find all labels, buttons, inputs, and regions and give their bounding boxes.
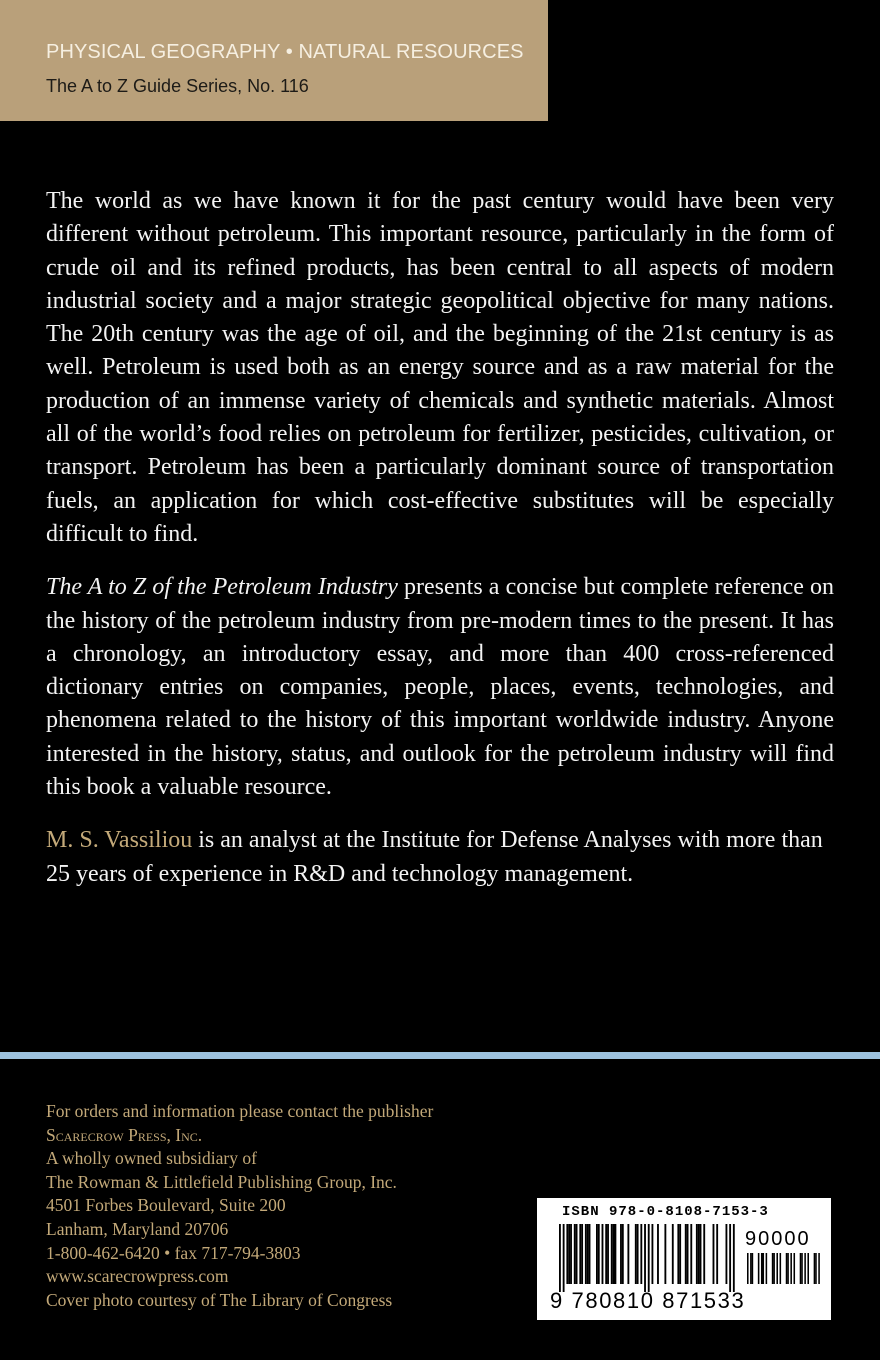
barcode-bar [640, 1224, 642, 1284]
barcode-supplement-bar [773, 1253, 775, 1284]
barcode-supplement-bar [815, 1253, 817, 1284]
barcode-bar [635, 1224, 637, 1284]
description-paragraph-1: The world as we have known it for the past century would have been very different without petroleum. This important resource, particularly in the form of crude oil and its refined products, has been central to all aspects of modern industrial society and a major strategic geopolitical objective for many nations. The 20th century was the age of oil, and the beginning of the 21st century is as well. Petroleum is used both as an energy source and as a raw material for the production of an immense variety of chemicals and synthetic materials. Almost all of the world’s food relies on petroleum for fertilizer, pesticides, cultivation, or transport. Petroleum has been a particularly dominant source of transportation fuels, an application for which cost-effective substitutes will be especially difficult to find. [46, 188, 834, 547]
barcode-bar [587, 1224, 589, 1284]
barcode-bar [713, 1224, 715, 1284]
barcode-supplement-bar [814, 1253, 816, 1284]
barcode-bar [690, 1224, 692, 1284]
barcode-bar [672, 1224, 674, 1284]
barcode-supplement-bar [790, 1253, 792, 1284]
barcode-bar [677, 1224, 679, 1284]
author-bio-text: is an analyst at the Institute for Defense Analyses with more than 25 years of experience in R&D and technology management. [46, 827, 823, 887]
author-bio [46, 824, 834, 891]
barcode-bar [596, 1224, 598, 1284]
divider-line [0, 1052, 880, 1059]
barcode-bar [585, 1224, 587, 1284]
barcode-bar [703, 1224, 705, 1284]
series-subjects: PHYSICAL GEOGRAPHY • NATURAL RESOURCES [46, 41, 524, 63]
barcode-bar [620, 1224, 622, 1284]
publisher-phone: 1-800-462-6420 • fax 717-794-3803 [46, 1242, 301, 1263]
barcode-supplement-bar [794, 1253, 796, 1284]
barcode-bar [700, 1224, 702, 1284]
barcode-bar [559, 1224, 561, 1292]
book-title: The A to Z of the Petroleum Industry [46, 574, 398, 601]
description-paragraph-2 [46, 571, 834, 804]
barcode-bar [566, 1224, 568, 1284]
barcode-bar [622, 1224, 624, 1284]
barcode-bar [576, 1224, 578, 1284]
cover-photo-credit: Cover photo courtesy of The Library of Congress [46, 1289, 393, 1310]
series-name: The A to Z Guide Series, No. 116 [46, 76, 309, 96]
barcode-bar [679, 1224, 681, 1284]
barcode-supplement-bar [758, 1253, 760, 1284]
barcode-supplement-bar [780, 1253, 782, 1284]
barcode-bar [574, 1224, 576, 1284]
publisher-info [46, 1100, 516, 1312]
barcode-bar [605, 1224, 607, 1284]
barcode-supplement-digits: 90000 [745, 1228, 811, 1250]
barcode-bar [589, 1224, 591, 1284]
barcode-bar [615, 1224, 617, 1284]
description-blurb [46, 185, 834, 911]
barcode-bar [598, 1224, 600, 1284]
barcode-supplement-bar [818, 1253, 820, 1284]
barcode-bar [698, 1224, 700, 1284]
barcode-bar [644, 1224, 646, 1292]
barcode-bar [664, 1224, 666, 1284]
barcode-supplement-bar [804, 1253, 806, 1284]
barcode [537, 1198, 831, 1320]
barcode-supplement-bar [763, 1253, 765, 1284]
barcode-supplement-bar [766, 1253, 768, 1284]
barcode-supplement-bar [787, 1253, 789, 1284]
barcode-bar [581, 1224, 583, 1284]
publisher-subsidiary-line: A wholly owned subsidiary of [46, 1148, 257, 1169]
barcode-bar [579, 1224, 581, 1284]
barcode-bar [637, 1224, 639, 1284]
publisher-parent: The Rowman & Littlefield Publishing Group, Inc. [46, 1171, 397, 1192]
barcode-supplement-bar [750, 1253, 752, 1284]
barcode-supplement-bar [807, 1253, 809, 1284]
description-paragraph-2-text: presents a concise but complete reference on the history of the petroleum industry from pre-modern times to the present. It has a chronology, an introductory essay, and more than 400 cross-referenced dictionary entries on companies, people, places, events, technologies, and phenomena related to the history of this important worldwide industry. Anyone interested in the history, status, and outlook for the petroleum industry will find this book a valuable resource. [46, 574, 834, 801]
barcode-bar [657, 1224, 659, 1284]
barcode-digits: 9 780810 871533 [550, 1288, 746, 1313]
publisher-address: 4501 Forbes Boulevard, Suite 200 [46, 1195, 286, 1216]
isbn-text: ISBN 978-0-8108-7153-3 [562, 1204, 769, 1220]
series-band [0, 0, 548, 121]
barcode-bar [570, 1224, 572, 1284]
barcode-bar [652, 1224, 654, 1284]
barcode-bar [696, 1224, 698, 1284]
barcode-supplement-bar [761, 1253, 763, 1284]
barcode-supplement-bar [752, 1253, 754, 1284]
barcode-bar [602, 1224, 604, 1284]
barcode-bar [568, 1224, 570, 1284]
barcode-bar [685, 1224, 687, 1284]
barcode-bar [687, 1224, 689, 1284]
barcode-bar [563, 1224, 565, 1292]
publisher-contact-line: For orders and information please contact the publisher [46, 1101, 434, 1121]
barcode-supplement-bar [776, 1253, 778, 1284]
barcode-supplement-bar [800, 1253, 802, 1284]
barcode-bar [729, 1224, 731, 1292]
barcode-bar [607, 1224, 609, 1284]
barcode-bar [716, 1224, 718, 1284]
barcode-supplement-bar [747, 1253, 749, 1284]
barcode-bar [627, 1224, 629, 1284]
barcode-supplement-bar [786, 1253, 788, 1284]
publisher-website: www.scarecrowpress.com [46, 1266, 229, 1287]
publisher-name: Scarecrow Press, Inc. [46, 1124, 203, 1145]
author-name: M. S. Vassiliou [46, 827, 193, 854]
barcode-bar [613, 1224, 615, 1284]
barcode-bar [733, 1224, 735, 1292]
barcode-bar [648, 1224, 650, 1292]
publisher-city: Lanham, Maryland 20706 [46, 1218, 229, 1239]
barcode-bar [611, 1224, 613, 1284]
barcode-supplement-bar [801, 1253, 803, 1284]
barcode-bar [726, 1224, 728, 1284]
barcode-supplement-bar [772, 1253, 774, 1284]
